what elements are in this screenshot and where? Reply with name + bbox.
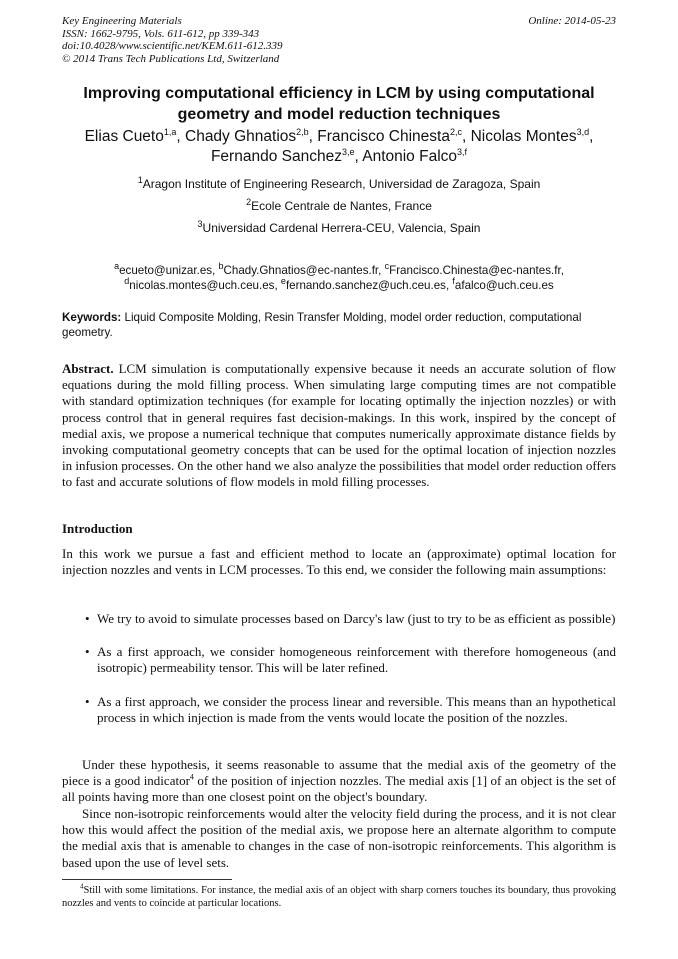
doi-line: doi:10.4028/www.scientific.net/KEM.611-612.339 xyxy=(62,40,283,52)
author: Chady Ghnatios$^{2,b}$, xyxy=(185,126,318,145)
email-list: $^a$ecueto@unizar.es, $^b$Chady.Ghnatios@ec-nantes.fr, $^c$Francisco.Chinesta@ec-nantes.fr, $^d$nicolas.montes@uch.ceu.es, $^e$fernando.sanchez@uch.ceu.es, $^f$afalco@uch.ceu.es xyxy=(114,261,564,292)
affiliation: $^2$Ecole Centrale de Nantes, France xyxy=(246,197,432,213)
email-link[interactable]: fernando.sanchez@uch.ceu.es, xyxy=(285,279,453,292)
footnote: $^4$Still with some limitations. For instance, the medial axis of an object with sharp corners touches its boundary, thus provoking nozzles and vents to coincide at particular locations. xyxy=(62,882,616,909)
keywords xyxy=(62,310,616,340)
list-item: • As a first approach, we consider the process linear and reversible. This means than an hypothetical process in which injection is made from the vents would locate the position of the nozzles. xyxy=(85,693,616,725)
email-link[interactable]: afalco@uch.ceu.es xyxy=(454,279,554,292)
abstract-label: Abstract. xyxy=(62,361,114,376)
footnote-marker[interactable]: 4 xyxy=(189,772,194,782)
keywords-text: Liquid Composite Molding, Resin Transfer Molding, model order reduction, computational geometry. xyxy=(62,311,582,339)
intro-paragraph: In this work we pursue a fast and efficient method to locate an (approximate) optimal location for injection nozzles and vents in LCM processes. To this end, we consider the following main assumptions: xyxy=(62,546,616,578)
body-paragraph: Since non-isotropic reinforcements would alter the velocity field during the process, and it is not clear how this would affect the position of the medial axis, we propose here an alternate algorithm to compute the medial axis that is amenable to changes in the case of non-isotropic reinforcements. This algorithm is based upon the use of level sets. xyxy=(62,806,616,870)
author: Antonio Falco$^{3,f}$ xyxy=(362,146,468,165)
affiliation: $^3$Universidad Cardenal Herrera-CEU, Valencia, Spain xyxy=(197,219,481,235)
bullet-icon: • xyxy=(85,611,90,626)
issn-line: ISSN: 1662-9795, Vols. 611-612, pp 339-343 xyxy=(62,27,260,40)
list-item: • We try to avoid to simulate processes based on Darcy's law (just to try to be as efficient as possible) xyxy=(85,611,616,626)
bullet-icon: • xyxy=(85,644,90,660)
assumption-list xyxy=(85,611,616,743)
author-list xyxy=(62,127,616,167)
bullet-icon: • xyxy=(85,693,90,709)
running-header xyxy=(62,15,616,65)
list-item: • As a first approach, we consider homogeneous reinforcement with therefore homogeneous (and isotropic) permeability tensor. This will be later refined. xyxy=(85,644,616,676)
copyright-line: © 2014 Trans Tech Publications Ltd, Switzerland xyxy=(62,52,280,65)
author: Fernando Sanchez$^{3,e}$, xyxy=(210,146,363,165)
paper-title: Improving computational efficiency in LCM by using computational geometry and model reduction techniques xyxy=(83,85,595,123)
author: Elias Cueto$^{1,a}$, xyxy=(84,126,185,145)
abstract-text: LCM simulation is computationally expensive because it needs an accurate solution of flow equations during the mold filling process. When simulating large computing times are not compatible with standard optimization techniques (for example for locating optimally the injection nozzles) or with process control that in general requires fast decision-makings. In this work, inspired by the concept of medial axis, we propose a numerical technique that computes numerically approximate distance fields by invoking computational geometry concepts that can be used for the optimal location of injection nozzles in infusion processes. On the other hand we also analyze the possibilities that model order reduction offers to fast and accurate solutions of flow models in mold filling processes. xyxy=(62,361,616,490)
keywords-label: Keywords: xyxy=(62,311,122,324)
email-link[interactable]: ecueto@unizar.es, xyxy=(119,264,219,277)
author: Francisco Chinesta$^{2,c}$, xyxy=(317,126,471,145)
body-paragraph: Under these hypothesis, it seems reasonable to assume that the medial axis of the geometry of the piece is a good indicator$^4$ of the position of injection nozzles. The medial axis [1] of an object is the set of all points having more than one closest point on the object's boundary. xyxy=(62,757,616,805)
section-heading: Introduction xyxy=(62,521,133,536)
online-date: Online: 2014-05-23 xyxy=(528,15,616,27)
author: Nicolas Montes$^{3,d}$, xyxy=(470,126,594,145)
email-link[interactable]: Francisco.Chinesta@ec-nantes.fr, xyxy=(389,264,564,277)
email-link[interactable]: nicolas.montes@uch.ceu.es, xyxy=(129,279,281,292)
abstract xyxy=(62,361,616,491)
footnote-divider xyxy=(62,879,232,880)
email-link[interactable]: Chady.Ghnatios@ec-nantes.fr, xyxy=(223,264,385,277)
journal-name: Key Engineering Materials xyxy=(62,15,182,27)
affiliation: $^1$Aragon Institute of Engineering Research, Universidad de Zaragoza, Spain xyxy=(137,175,541,191)
